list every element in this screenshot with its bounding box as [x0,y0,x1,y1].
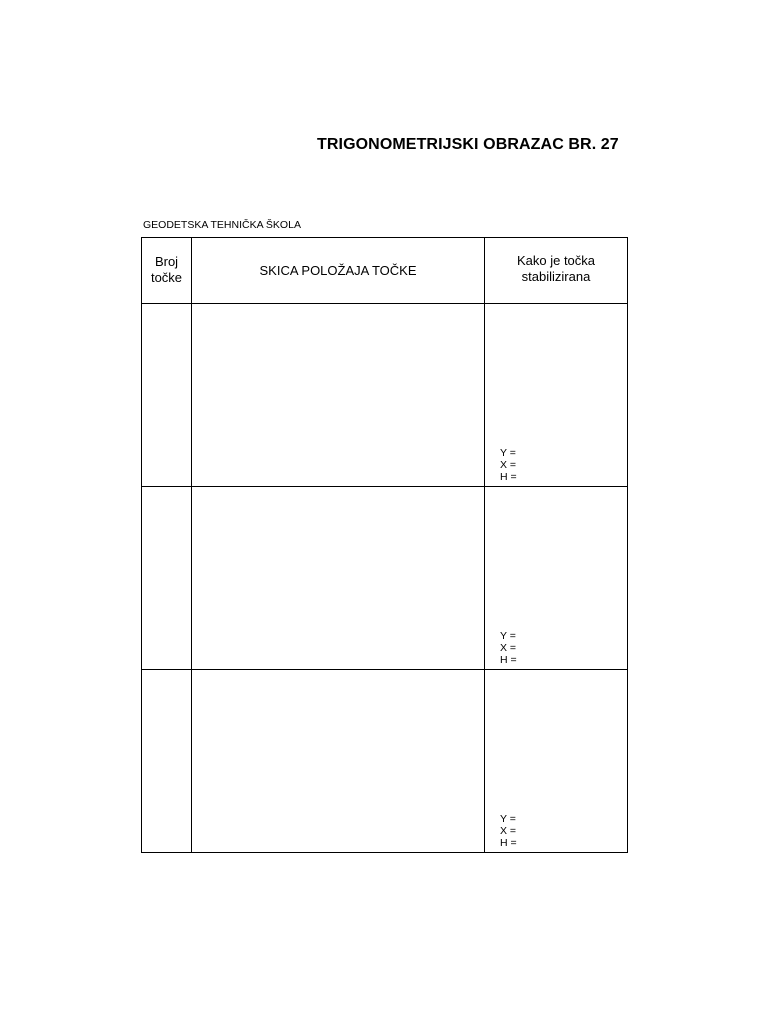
coordinate-y-label: Y = [500,447,516,459]
form-title: TRIGONOMETRIJSKI OBRAZAC BR. 27 [317,136,619,153]
coordinates-block [485,630,627,669]
header-location-sketch: SKICA POLOŽAJA TOČKE [192,238,485,304]
stabilization-cell[interactable] [485,304,628,487]
header-stabilization-line2: stabilizirana [521,269,591,284]
stabilization-cell[interactable] [485,670,628,853]
coordinate-h-label: H = [500,837,517,849]
table-row [142,304,628,487]
coordinates-block [485,447,627,486]
header-point-number-line1: Broj [154,254,179,269]
point-description-table [141,237,628,853]
table-header-row [142,238,628,304]
point-number-cell[interactable] [142,670,192,853]
point-number-cell[interactable] [142,487,192,670]
table-row [142,487,628,670]
stabilization-cell[interactable] [485,487,628,670]
sketch-cell[interactable] [192,670,485,853]
coordinate-x-label: X = [500,825,517,837]
school-name: GEODETSKA TEHNIČKA ŠKOLA [143,219,301,231]
point-number-cell[interactable] [142,304,192,487]
sketch-cell[interactable] [192,304,485,487]
header-point-number-line2: točke [150,270,183,285]
coordinate-y-label: Y = [500,630,516,642]
coordinate-x-label: X = [500,642,517,654]
coordinate-y-label: Y = [500,813,516,825]
table-row [142,670,628,853]
header-stabilization [485,238,628,304]
coordinate-h-label: H = [500,471,517,483]
sketch-cell[interactable] [192,487,485,670]
coordinate-h-label: H = [500,654,517,666]
coordinate-x-label: X = [500,459,517,471]
coordinates-block [485,813,627,852]
header-stabilization-line1: Kako je točka [516,253,596,268]
header-point-number [142,238,192,304]
